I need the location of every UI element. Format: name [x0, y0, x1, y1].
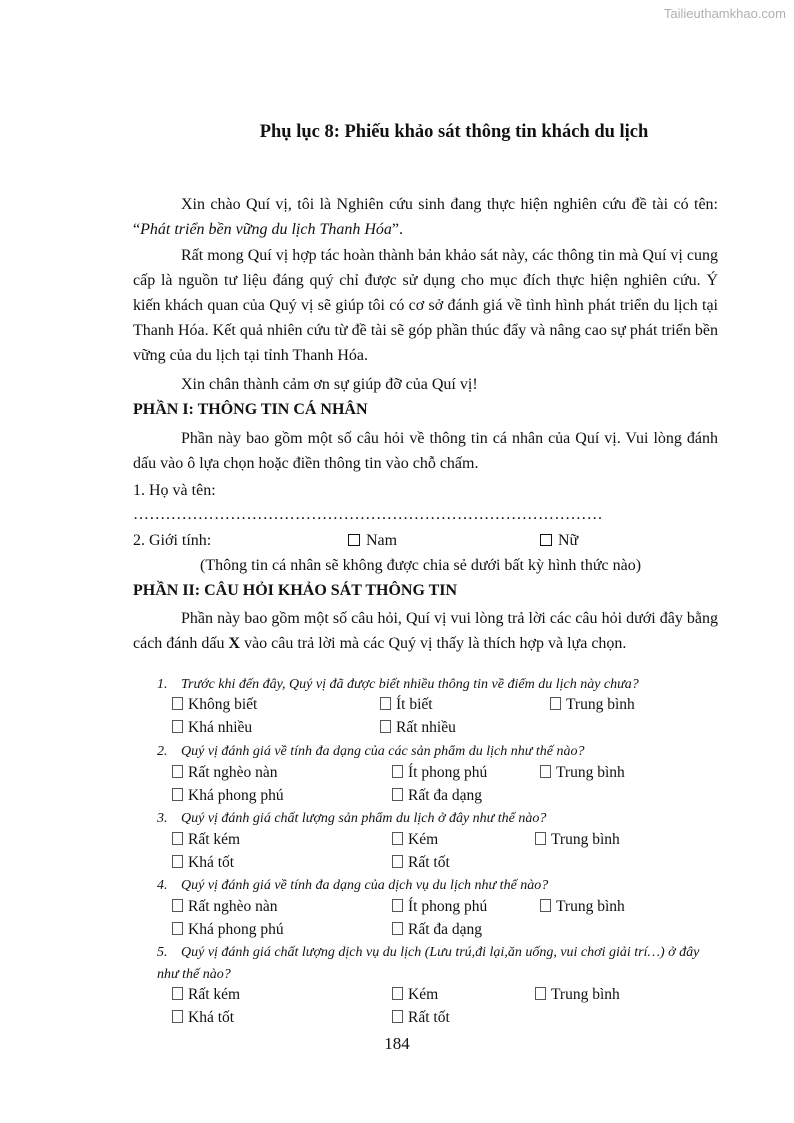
checkbox-icon[interactable] — [392, 899, 403, 912]
gender-label: 2. Giới tính: — [133, 532, 212, 549]
page-title: Phụ lục 8: Phiếu khảo sát thông tin khách du lịch — [259, 122, 649, 142]
option[interactable]: Khá tốt — [172, 1009, 234, 1027]
option[interactable]: Rất tốt — [392, 1009, 450, 1027]
checkbox-icon[interactable] — [392, 832, 403, 845]
checkbox-icon[interactable] — [535, 987, 546, 1000]
checkbox-icon[interactable] — [380, 697, 391, 710]
checkbox-icon[interactable] — [172, 987, 183, 1000]
checkbox-icon[interactable] — [392, 922, 403, 935]
checkbox-icon[interactable] — [392, 987, 403, 1000]
option[interactable]: Trung bình — [535, 986, 620, 1004]
intro-paragraph-1: Xin chào Quí vị, tôi là Nghiên cứu sinh đang thực hiện nghiên cứu đề tài có tên: “Phát triển bền vững du lịch Thanh Hóa”. — [133, 196, 718, 238]
option[interactable]: Rất nghèo nàn — [172, 764, 278, 782]
question-5: 5. Quý vị đánh giá chất lượng dịch vụ du lịch (Lưu trú,đi lại,ăn uống, vui chơi giải trí…) ở đây như thế nào? — [157, 945, 700, 982]
option[interactable]: Rất kém — [172, 986, 240, 1004]
option[interactable]: Khá nhiều — [172, 719, 252, 737]
part2-description: Phần này bao gồm một số câu hỏi, Quí vị vui lòng trả lời các câu hỏi dưới đây bằng cách đánh dấu X vào câu trả lời mà các Quý vị thấy là thích hợp và lựa chọn. — [133, 610, 718, 652]
question-1: 1. Trước khi đến đây, Quý vị đã được biết nhiều thông tin về điểm du lịch này chưa? — [157, 677, 639, 692]
option[interactable]: Ít phong phú — [392, 764, 487, 782]
option[interactable]: Trung bình — [535, 831, 620, 849]
research-topic: Phát triển bền vững du lịch Thanh Hóa — [140, 221, 392, 238]
option[interactable]: Rất kém — [172, 831, 240, 849]
part1-description: Phần này bao gồm một số câu hỏi về thông tin cá nhân của Quí vị. Vui lòng đánh dấu vào ô lựa chọn hoặc điền thông tin vào chỗ chấm. — [133, 430, 718, 472]
option[interactable]: Không biết — [172, 696, 257, 714]
checkbox-icon[interactable] — [550, 697, 561, 710]
option[interactable]: Trung bình — [540, 764, 625, 782]
option[interactable]: Kém — [392, 831, 438, 849]
checkbox-icon[interactable] — [392, 788, 403, 801]
part2-heading: PHẦN II: CÂU HỎI KHẢO SÁT THÔNG TIN — [133, 582, 458, 599]
option[interactable]: Rất đa dạng — [392, 787, 482, 805]
intro-paragraph-2: Rất mong Quí vị hợp tác hoàn thành bản khảo sát này, các thông tin mà Quí vị cung cấp là nguồn tư liệu đáng quý chỉ được sử dụng cho mục đích thực hiện nghiên cứu. Ý kiến khách quan của Quý vị sẽ giúp tôi có cơ sở đánh giá về tình hình phát triển du lịch tại Thanh Hóa. Kết quả nhiên cứu từ đề tài sẽ góp phần thúc đẩy và nâng cao sự phát triển bền vững của du lịch tại tỉnh Thanh Hóa. — [133, 247, 718, 364]
checkbox-icon[interactable] — [540, 899, 551, 912]
checkbox-icon[interactable] — [172, 855, 183, 868]
option[interactable]: Rất tốt — [392, 854, 450, 872]
checkbox-icon[interactable] — [540, 534, 552, 546]
question-3: 3. Quý vị đánh giá chất lượng sản phẩm du lịch ở đây như thế nào? — [157, 811, 547, 826]
thanks-line: Xin chân thành cảm ơn sự giúp đỡ của Quí vị! — [181, 376, 478, 393]
checkbox-icon[interactable] — [392, 1010, 403, 1023]
checkbox-icon[interactable] — [172, 720, 183, 733]
option[interactable]: Khá tốt — [172, 854, 234, 872]
checkbox-icon[interactable] — [392, 765, 403, 778]
checkbox-icon[interactable] — [172, 832, 183, 845]
question-4: 4. Quý vị đánh giá về tính đa dạng của dịch vụ du lịch như thế nào? — [157, 878, 549, 893]
checkbox-icon[interactable] — [172, 922, 183, 935]
part1-heading: PHẦN I: THÔNG TIN CÁ NHÂN — [133, 401, 368, 418]
page-number: 184 — [384, 1034, 410, 1053]
option[interactable]: Rất đa dạng — [392, 921, 482, 939]
gender-option-male[interactable]: Nam — [348, 532, 397, 550]
option[interactable]: Khá phong phú — [172, 787, 284, 805]
checkbox-icon[interactable] — [172, 899, 183, 912]
option[interactable]: Kém — [392, 986, 438, 1004]
name-label: 1. Họ và tên: — [133, 482, 216, 499]
checkbox-icon[interactable] — [172, 1010, 183, 1023]
checkbox-icon[interactable] — [172, 765, 183, 778]
privacy-note: (Thông tin cá nhân sẽ không được chia sẻ dưới bất kỳ hình thức nào) — [200, 557, 642, 574]
option[interactable]: Rất nhiều — [380, 719, 456, 737]
option[interactable]: Trung bình — [540, 898, 625, 916]
checkbox-icon[interactable] — [172, 697, 183, 710]
checkbox-icon[interactable] — [348, 534, 360, 546]
checkbox-icon[interactable] — [392, 855, 403, 868]
checkbox-icon[interactable] — [535, 832, 546, 845]
option[interactable]: Ít phong phú — [392, 898, 487, 916]
option[interactable]: Khá phong phú — [172, 921, 284, 939]
watermark: Tailieuthamkhao.com — [663, 6, 786, 21]
name-fill-line[interactable]: …………………………………………………………………………… — [133, 506, 603, 523]
checkbox-icon[interactable] — [380, 720, 391, 733]
checkbox-icon[interactable] — [172, 788, 183, 801]
option[interactable]: Ít biết — [380, 696, 433, 714]
option[interactable]: Rất nghèo nàn — [172, 898, 278, 916]
gender-option-female[interactable]: Nữ — [540, 532, 578, 550]
checkbox-icon[interactable] — [540, 765, 551, 778]
question-2: 2. Quý vị đánh giá về tính đa dạng của các sản phẩm du lịch như thế nào? — [157, 744, 585, 759]
mark-x: X — [228, 635, 241, 652]
option[interactable]: Trung bình — [550, 696, 635, 714]
